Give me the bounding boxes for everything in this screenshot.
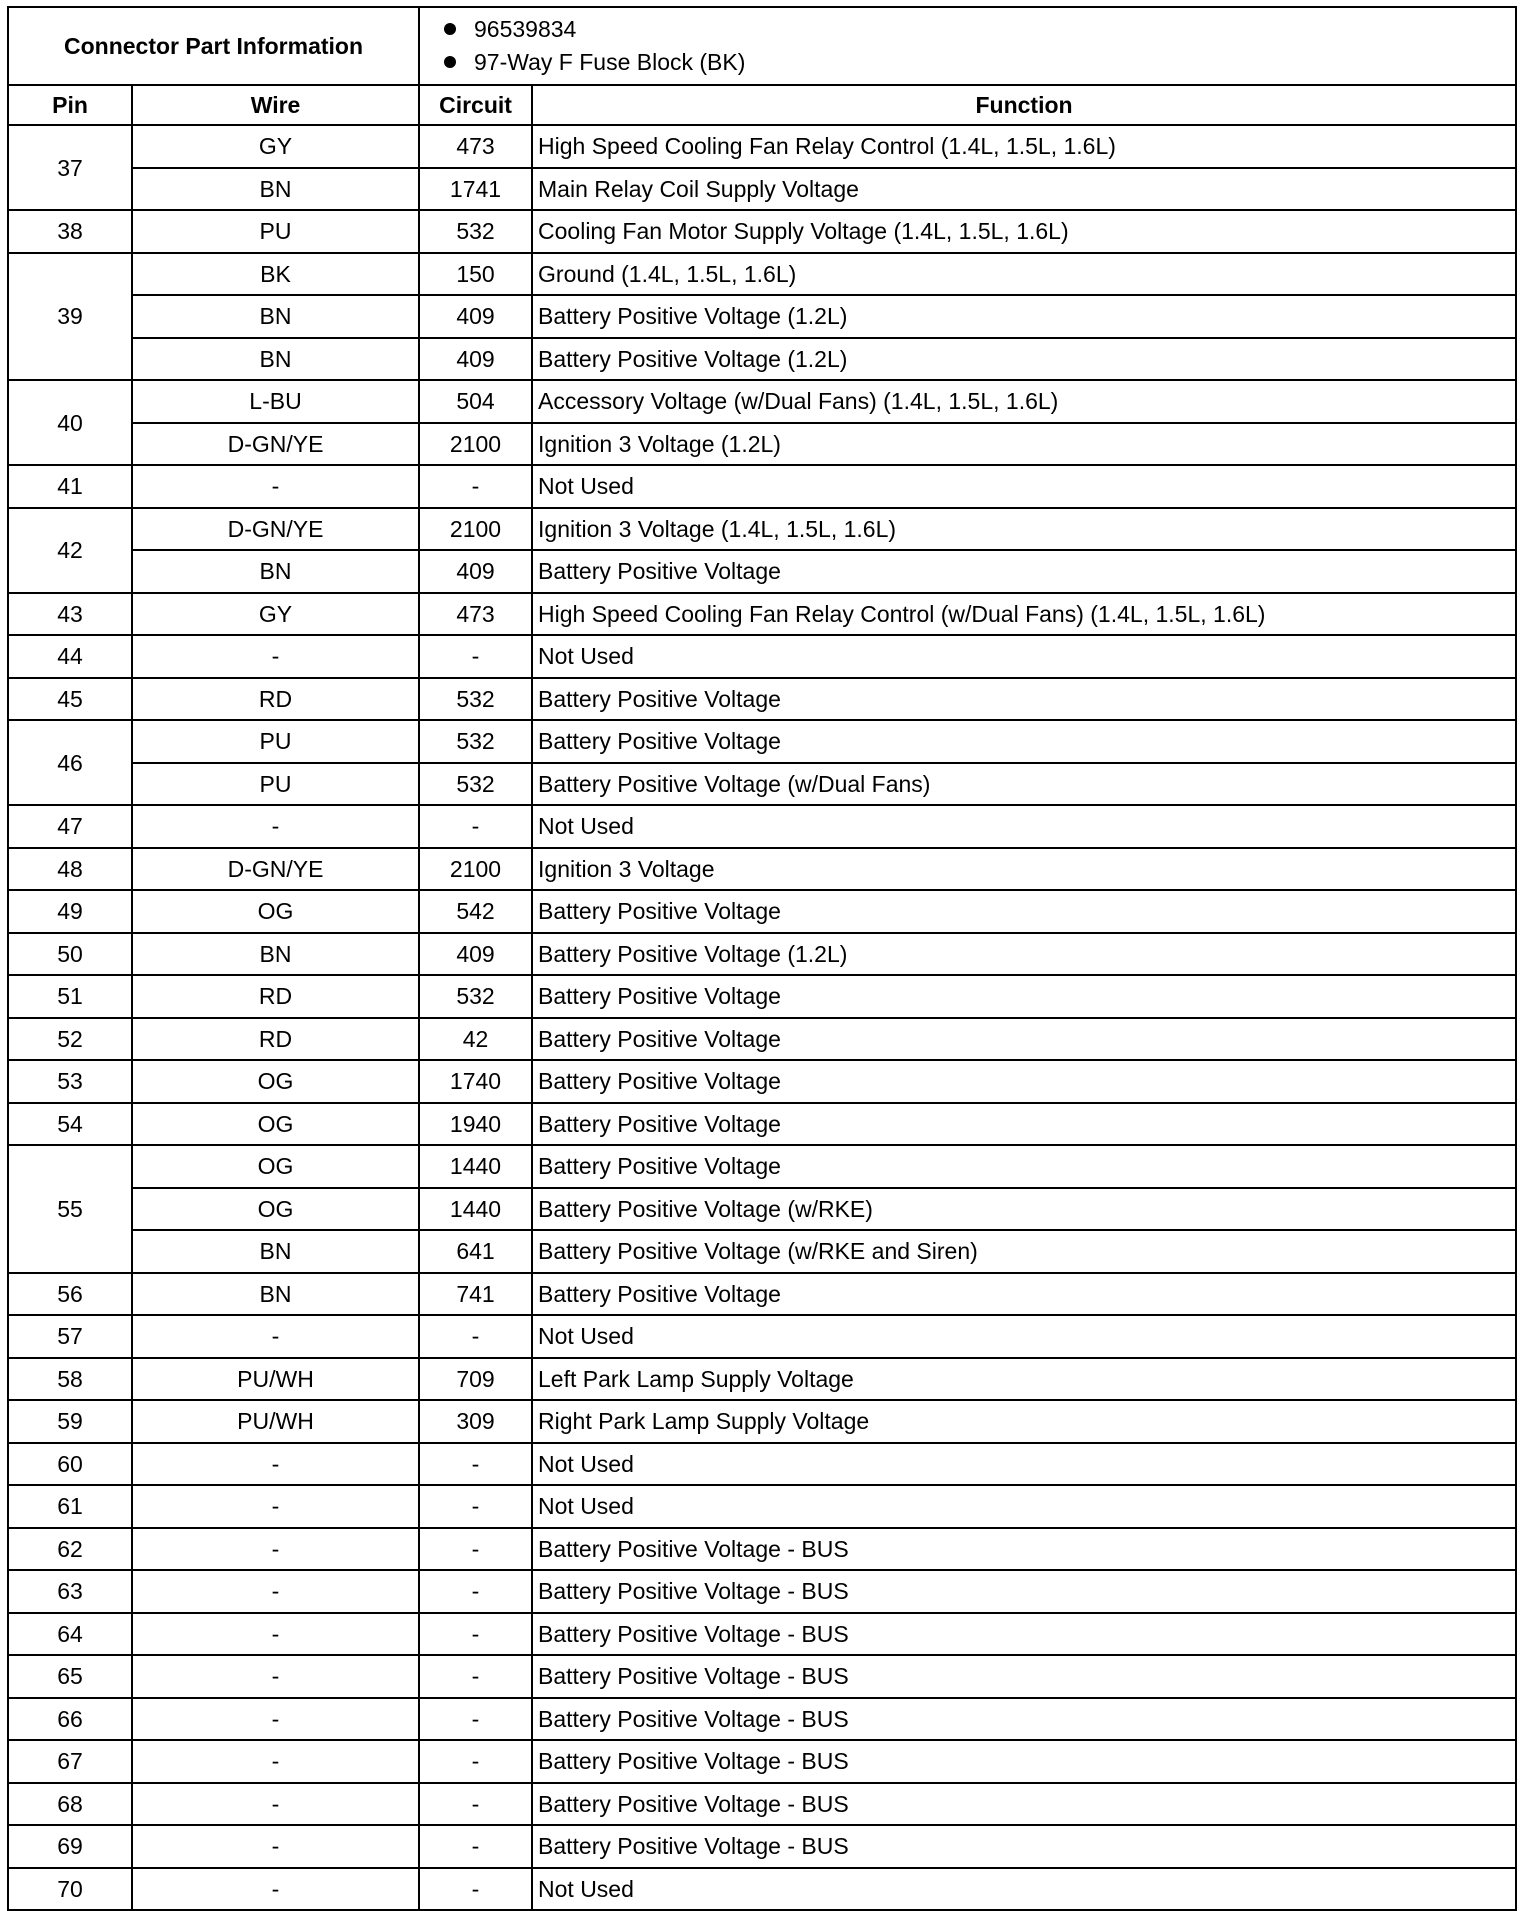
wire-color: -: [132, 805, 419, 848]
wire-color: BN: [132, 295, 419, 338]
circuit-number: 532: [419, 210, 532, 253]
table-row: [8, 1103, 1516, 1146]
circuit-number: 532: [419, 720, 532, 763]
header-circuit: Circuit: [419, 85, 532, 125]
connector-description: [444, 46, 1515, 79]
table-row: [8, 508, 1516, 551]
table-row: [8, 1273, 1516, 1316]
circuit-number: -: [419, 1613, 532, 1656]
pin-function: Battery Positive Voltage (1.2L): [532, 338, 1516, 381]
pin-function: Main Relay Coil Supply Voltage: [532, 168, 1516, 211]
table-row: [8, 1060, 1516, 1103]
pin-function: Not Used: [532, 465, 1516, 508]
wire-color: BN: [132, 550, 419, 593]
pin-function: High Speed Cooling Fan Relay Control (1.4L, 1.5L, 1.6L): [532, 125, 1516, 168]
wire-color: PU: [132, 763, 419, 806]
circuit-number: 1741: [419, 168, 532, 211]
circuit-number: 709: [419, 1358, 532, 1401]
pin-number: 51: [8, 975, 132, 1018]
table-row: [8, 380, 1516, 423]
table-row: [8, 338, 1516, 381]
circuit-number: 1440: [419, 1188, 532, 1231]
pin-function: Not Used: [532, 805, 1516, 848]
pin-function: Not Used: [532, 635, 1516, 678]
pin-number: 46: [8, 720, 132, 805]
wire-color: -: [132, 465, 419, 508]
wire-color: GY: [132, 125, 419, 168]
wire-color: BN: [132, 1230, 419, 1273]
pin-number: 68: [8, 1783, 132, 1826]
table-row: [8, 1783, 1516, 1826]
connector-info-label: Connector Part Information: [8, 7, 419, 85]
circuit-number: 309: [419, 1400, 532, 1443]
connector-part-number-text: 96539834: [474, 16, 577, 42]
pin-number: 70: [8, 1868, 132, 1911]
circuit-number: -: [419, 1655, 532, 1698]
pin-function: Battery Positive Voltage: [532, 1103, 1516, 1146]
table-row: [8, 1315, 1516, 1358]
table-row: [8, 1485, 1516, 1528]
header-pin: Pin: [8, 85, 132, 125]
table-row: [8, 1528, 1516, 1571]
pin-number: 61: [8, 1485, 132, 1528]
connector-part-number: [444, 13, 1515, 46]
wire-color: -: [132, 1825, 419, 1868]
circuit-number: 2100: [419, 848, 532, 891]
pin-function: Battery Positive Voltage - BUS: [532, 1740, 1516, 1783]
pin-number: 39: [8, 253, 132, 381]
table-row: [8, 168, 1516, 211]
pin-number: 45: [8, 678, 132, 721]
pin-function: Battery Positive Voltage - BUS: [532, 1570, 1516, 1613]
connector-info-list: [420, 9, 1515, 83]
circuit-number: 1940: [419, 1103, 532, 1146]
table-row: [8, 720, 1516, 763]
connector-info-row: [8, 7, 1516, 85]
circuit-number: 473: [419, 593, 532, 636]
pin-number: 59: [8, 1400, 132, 1443]
table-row: [8, 805, 1516, 848]
wire-color: -: [132, 1655, 419, 1698]
table-row: [8, 635, 1516, 678]
pin-function: Battery Positive Voltage: [532, 890, 1516, 933]
wire-color: PU: [132, 210, 419, 253]
circuit-number: 532: [419, 678, 532, 721]
wire-color: OG: [132, 1060, 419, 1103]
table-row: [8, 1400, 1516, 1443]
pin-number: 47: [8, 805, 132, 848]
wire-color: -: [132, 1740, 419, 1783]
table-row: [8, 975, 1516, 1018]
wire-color: RD: [132, 1018, 419, 1061]
pin-number: 50: [8, 933, 132, 976]
circuit-number: -: [419, 1528, 532, 1571]
circuit-number: -: [419, 1570, 532, 1613]
connector-info-details: [419, 7, 1516, 85]
pin-number: 44: [8, 635, 132, 678]
circuit-number: 532: [419, 763, 532, 806]
wire-color: D-GN/YE: [132, 423, 419, 466]
circuit-number: -: [419, 1868, 532, 1911]
circuit-number: -: [419, 1443, 532, 1486]
wire-color: OG: [132, 890, 419, 933]
pin-number: 43: [8, 593, 132, 636]
bullet-icon: [444, 23, 456, 35]
pin-function: Battery Positive Voltage: [532, 550, 1516, 593]
circuit-number: -: [419, 1698, 532, 1741]
pin-number: 60: [8, 1443, 132, 1486]
wire-color: BN: [132, 933, 419, 976]
pin-number: 40: [8, 380, 132, 465]
pin-number: 62: [8, 1528, 132, 1571]
wire-color: -: [132, 1315, 419, 1358]
pin-function: Ignition 3 Voltage (1.4L, 1.5L, 1.6L): [532, 508, 1516, 551]
wire-color: RD: [132, 678, 419, 721]
connector-table-sheet: [7, 6, 1515, 1911]
circuit-number: -: [419, 1783, 532, 1826]
pin-number: 67: [8, 1740, 132, 1783]
circuit-number: -: [419, 1740, 532, 1783]
circuit-number: 409: [419, 550, 532, 593]
pin-number: 65: [8, 1655, 132, 1698]
circuit-number: 409: [419, 338, 532, 381]
circuit-number: -: [419, 635, 532, 678]
pin-function: Battery Positive Voltage - BUS: [532, 1698, 1516, 1741]
pin-function: Not Used: [532, 1485, 1516, 1528]
pin-function: Accessory Voltage (w/Dual Fans) (1.4L, 1.5L, 1.6L): [532, 380, 1516, 423]
pin-function: Battery Positive Voltage: [532, 975, 1516, 1018]
pin-number: 49: [8, 890, 132, 933]
table-row: [8, 933, 1516, 976]
table-row: [8, 1868, 1516, 1911]
wire-color: -: [132, 1570, 419, 1613]
table-row: [8, 1358, 1516, 1401]
pin-function: Not Used: [532, 1868, 1516, 1911]
table-row: [8, 253, 1516, 296]
wire-color: -: [132, 1443, 419, 1486]
table-row: [8, 1740, 1516, 1783]
table-row: [8, 423, 1516, 466]
wire-color: D-GN/YE: [132, 848, 419, 891]
bullet-icon: [444, 56, 456, 68]
circuit-number: 473: [419, 125, 532, 168]
wire-color: BN: [132, 338, 419, 381]
pin-number: 54: [8, 1103, 132, 1146]
wire-color: -: [132, 1613, 419, 1656]
pin-table-body: [8, 125, 1516, 1910]
table-row: [8, 550, 1516, 593]
pin-function: Battery Positive Voltage (w/RKE and Siren): [532, 1230, 1516, 1273]
connector-info-table: [7, 6, 1517, 1911]
wire-color: GY: [132, 593, 419, 636]
table-row: [8, 848, 1516, 891]
pin-number: 64: [8, 1613, 132, 1656]
pin-function: Right Park Lamp Supply Voltage: [532, 1400, 1516, 1443]
pin-function: Battery Positive Voltage - BUS: [532, 1528, 1516, 1571]
pin-function: Battery Positive Voltage: [532, 1145, 1516, 1188]
wire-color: -: [132, 1868, 419, 1911]
wire-color: OG: [132, 1145, 419, 1188]
pin-number: 48: [8, 848, 132, 891]
circuit-number: 1440: [419, 1145, 532, 1188]
pin-number: 41: [8, 465, 132, 508]
pin-number: 37: [8, 125, 132, 210]
table-row: [8, 1230, 1516, 1273]
pin-number: 69: [8, 1825, 132, 1868]
pin-number: 57: [8, 1315, 132, 1358]
table-row: [8, 1613, 1516, 1656]
circuit-number: -: [419, 805, 532, 848]
pin-function: Battery Positive Voltage - BUS: [532, 1613, 1516, 1656]
pin-function: Battery Positive Voltage (w/RKE): [532, 1188, 1516, 1231]
pin-function: Battery Positive Voltage (1.2L): [532, 933, 1516, 976]
wire-color: -: [132, 1783, 419, 1826]
circuit-number: -: [419, 1315, 532, 1358]
table-row: [8, 1018, 1516, 1061]
pin-function: Battery Positive Voltage: [532, 1018, 1516, 1061]
table-row: [8, 763, 1516, 806]
table-row: [8, 678, 1516, 721]
table-row: [8, 125, 1516, 168]
circuit-number: 409: [419, 295, 532, 338]
wire-color: BN: [132, 1273, 419, 1316]
pin-number: 66: [8, 1698, 132, 1741]
pin-function: Not Used: [532, 1315, 1516, 1358]
pin-function: Left Park Lamp Supply Voltage: [532, 1358, 1516, 1401]
wire-color: OG: [132, 1188, 419, 1231]
table-row: [8, 1188, 1516, 1231]
pin-function: Battery Positive Voltage - BUS: [532, 1825, 1516, 1868]
wire-color: BN: [132, 168, 419, 211]
wire-color: PU/WH: [132, 1358, 419, 1401]
pin-function: Battery Positive Voltage: [532, 720, 1516, 763]
wire-color: -: [132, 1528, 419, 1571]
pin-function: Battery Positive Voltage (w/Dual Fans): [532, 763, 1516, 806]
circuit-number: 42: [419, 1018, 532, 1061]
column-header-row: [8, 85, 1516, 125]
header-function: Function: [532, 85, 1516, 125]
pin-function: High Speed Cooling Fan Relay Control (w/Dual Fans) (1.4L, 1.5L, 1.6L): [532, 593, 1516, 636]
circuit-number: -: [419, 1825, 532, 1868]
wire-color: L-BU: [132, 380, 419, 423]
pin-function: Battery Positive Voltage - BUS: [532, 1783, 1516, 1826]
pin-number: 42: [8, 508, 132, 593]
circuit-number: 504: [419, 380, 532, 423]
circuit-number: 542: [419, 890, 532, 933]
header-wire: Wire: [132, 85, 419, 125]
wire-color: OG: [132, 1103, 419, 1146]
wire-color: -: [132, 1698, 419, 1741]
table-row: [8, 1570, 1516, 1613]
circuit-number: 409: [419, 933, 532, 976]
circuit-number: 2100: [419, 508, 532, 551]
pin-number: 55: [8, 1145, 132, 1273]
table-row: [8, 210, 1516, 253]
wire-color: -: [132, 635, 419, 678]
pin-number: 38: [8, 210, 132, 253]
table-row: [8, 1655, 1516, 1698]
table-row: [8, 890, 1516, 933]
circuit-number: 741: [419, 1273, 532, 1316]
wire-color: PU: [132, 720, 419, 763]
pin-function: Cooling Fan Motor Supply Voltage (1.4L, 1.5L, 1.6L): [532, 210, 1516, 253]
wire-color: PU/WH: [132, 1400, 419, 1443]
circuit-number: -: [419, 465, 532, 508]
circuit-number: 1740: [419, 1060, 532, 1103]
table-row: [8, 1825, 1516, 1868]
pin-number: 63: [8, 1570, 132, 1613]
wire-color: -: [132, 1485, 419, 1528]
pin-number: 58: [8, 1358, 132, 1401]
pin-function: Ground (1.4L, 1.5L, 1.6L): [532, 253, 1516, 296]
table-row: [8, 1145, 1516, 1188]
pin-function: Battery Positive Voltage: [532, 1060, 1516, 1103]
pin-function: Ignition 3 Voltage (1.2L): [532, 423, 1516, 466]
table-row: [8, 465, 1516, 508]
circuit-number: -: [419, 1485, 532, 1528]
connector-description-text: 97-Way F Fuse Block (BK): [474, 49, 746, 75]
pin-number: 52: [8, 1018, 132, 1061]
pin-number: 56: [8, 1273, 132, 1316]
table-row: [8, 593, 1516, 636]
pin-function: Battery Positive Voltage (1.2L): [532, 295, 1516, 338]
circuit-number: 641: [419, 1230, 532, 1273]
pin-number: 53: [8, 1060, 132, 1103]
circuit-number: 150: [419, 253, 532, 296]
pin-function: Battery Positive Voltage - BUS: [532, 1655, 1516, 1698]
table-row: [8, 1698, 1516, 1741]
wire-color: BK: [132, 253, 419, 296]
pin-function: Battery Positive Voltage: [532, 678, 1516, 721]
wire-color: RD: [132, 975, 419, 1018]
circuit-number: 2100: [419, 423, 532, 466]
wire-color: D-GN/YE: [132, 508, 419, 551]
table-row: [8, 1443, 1516, 1486]
circuit-number: 532: [419, 975, 532, 1018]
pin-function: Ignition 3 Voltage: [532, 848, 1516, 891]
table-row: [8, 295, 1516, 338]
pin-function: Not Used: [532, 1443, 1516, 1486]
pin-function: Battery Positive Voltage: [532, 1273, 1516, 1316]
